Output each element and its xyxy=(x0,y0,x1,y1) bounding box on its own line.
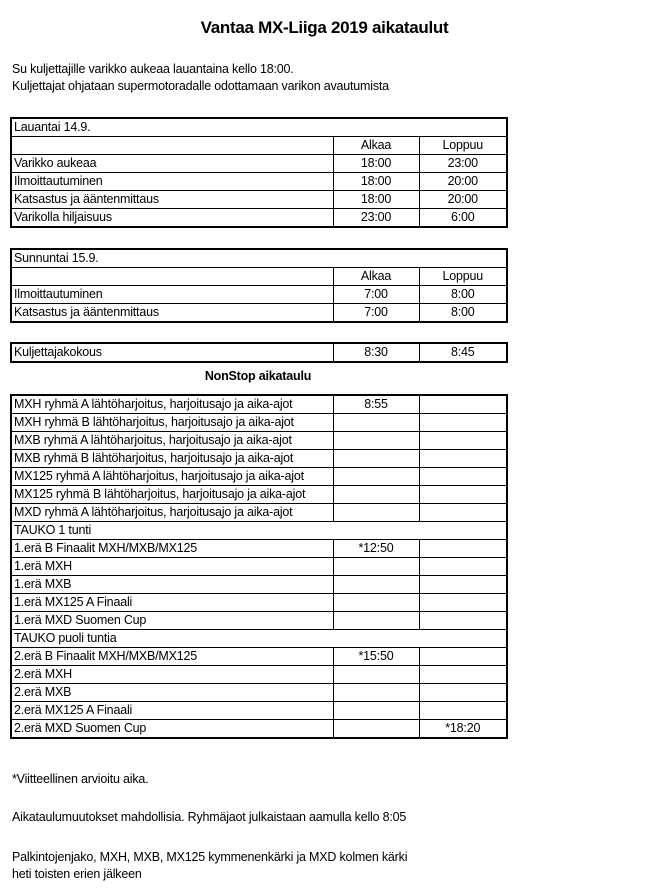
end-cell xyxy=(419,468,507,486)
end-cell: 20:00 xyxy=(419,173,507,191)
table-row xyxy=(11,558,507,576)
end-cell xyxy=(419,504,507,522)
table-row xyxy=(11,486,507,504)
header-blank xyxy=(11,268,333,286)
start-cell xyxy=(333,432,419,450)
start-cell: 7:00 xyxy=(333,304,419,323)
end-cell xyxy=(419,432,507,450)
end-cell: 8:45 xyxy=(419,343,507,362)
event-cell: Katsastus ja ääntenmittaus xyxy=(11,191,333,209)
end-cell: 6:00 xyxy=(419,209,507,228)
end-cell xyxy=(419,576,507,594)
end-cell xyxy=(419,666,507,684)
intro-line: Su kuljettajille varikko aukeaa lauantaina kello 18:00. xyxy=(12,62,294,76)
event-cell: MXB ryhmä B lähtöharjoitus, harjoitusajo ja aika-ajot xyxy=(11,450,333,468)
start-cell: 7:00 xyxy=(333,286,419,304)
event-cell: 2.erä MX125 A Finaali xyxy=(11,702,333,720)
start-cell xyxy=(333,486,419,504)
table-row xyxy=(11,209,507,228)
table-row xyxy=(11,666,507,684)
col-end-header: Loppuu xyxy=(419,137,507,155)
table-row xyxy=(11,304,507,323)
event-cell: MX125 ryhmä B lähtöharjoitus, harjoitusajo ja aika-ajot xyxy=(11,486,333,504)
table-row xyxy=(11,720,507,739)
event-cell: Ilmoittautuminen xyxy=(11,286,333,304)
table-row xyxy=(11,173,507,191)
start-cell xyxy=(333,720,419,739)
event-cell: MXH ryhmä A lähtöharjoitus, harjoitusajo ja aika-ajot xyxy=(11,395,333,414)
event-cell: MXB ryhmä A lähtöharjoitus, harjoitusajo ja aika-ajot xyxy=(11,432,333,450)
break-row xyxy=(11,630,507,648)
start-cell xyxy=(333,576,419,594)
start-cell: *12:50 xyxy=(333,540,419,558)
start-cell: 18:00 xyxy=(333,191,419,209)
start-cell: 23:00 xyxy=(333,209,419,228)
table-row xyxy=(11,191,507,209)
start-cell: 8:30 xyxy=(333,343,419,362)
start-cell xyxy=(333,450,419,468)
meeting-table xyxy=(10,342,508,363)
table-row xyxy=(11,684,507,702)
end-cell xyxy=(419,594,507,612)
end-cell xyxy=(419,395,507,414)
table-row xyxy=(11,612,507,630)
end-cell xyxy=(419,612,507,630)
end-cell xyxy=(419,540,507,558)
event-cell: MXH ryhmä B lähtöharjoitus, harjoitusajo ja aika-ajot xyxy=(11,414,333,432)
start-cell xyxy=(333,468,419,486)
start-cell xyxy=(333,666,419,684)
event-cell: 2.erä MXD Suomen Cup xyxy=(11,720,333,739)
event-cell: 1.erä MXB xyxy=(11,576,333,594)
event-cell: 2.erä MXH xyxy=(11,666,333,684)
event-cell: TAUKO 1 tunti xyxy=(11,522,507,540)
event-cell: Ilmoittautuminen xyxy=(11,173,333,191)
end-cell: 8:00 xyxy=(419,286,507,304)
start-cell xyxy=(333,594,419,612)
end-cell: 8:00 xyxy=(419,304,507,323)
end-cell xyxy=(419,648,507,666)
sunday-day-header: Sunnuntai 15.9. xyxy=(11,249,507,268)
saturday-day-header: Lauantai 14.9. xyxy=(11,118,507,137)
event-cell: Varikolla hiljaisuus xyxy=(11,209,333,228)
table-row xyxy=(11,414,507,432)
event-cell: 2.erä B Finaalit MXH/MXB/MX125 xyxy=(11,648,333,666)
event-cell: 1.erä MX125 A Finaali xyxy=(11,594,333,612)
sunday-schedule-table xyxy=(10,248,508,323)
start-cell xyxy=(333,684,419,702)
event-cell: Katsastus ja ääntenmittaus xyxy=(11,304,333,323)
table-row xyxy=(11,432,507,450)
intro-line: Kuljettajat ohjataan supermotoradalle odottamaan varikon avautumista xyxy=(12,79,389,93)
table-row xyxy=(11,702,507,720)
table-row xyxy=(11,648,507,666)
end-cell xyxy=(419,684,507,702)
event-cell: 1.erä MXD Suomen Cup xyxy=(11,612,333,630)
end-cell xyxy=(419,414,507,432)
start-cell: 18:00 xyxy=(333,173,419,191)
estimate-note: *Viitteellinen arvioitu aika. xyxy=(12,772,149,786)
break-row xyxy=(11,522,507,540)
event-cell: TAUKO puoli tuntia xyxy=(11,630,507,648)
nonstop-schedule-table xyxy=(10,394,508,739)
event-cell: MXD ryhmä A lähtöharjoitus, harjoitusajo ja aika-ajot xyxy=(11,504,333,522)
start-cell xyxy=(333,702,419,720)
start-cell: 8:55 xyxy=(333,395,419,414)
table-row xyxy=(11,504,507,522)
col-start-header: Alkaa xyxy=(333,137,419,155)
awards-note xyxy=(12,849,407,883)
table-row xyxy=(11,343,507,362)
page-title: Vantaa MX-Liiga 2019 aikataulut xyxy=(200,18,449,37)
end-cell xyxy=(419,558,507,576)
event-cell: MX125 ryhmä A lähtöharjoitus, harjoitusajo ja aika-ajot xyxy=(11,468,333,486)
start-cell xyxy=(333,612,419,630)
start-cell: 18:00 xyxy=(333,155,419,173)
event-cell: 2.erä MXB xyxy=(11,684,333,702)
table-row xyxy=(11,576,507,594)
end-cell xyxy=(419,450,507,468)
event-cell: 1.erä MXH xyxy=(11,558,333,576)
table-row xyxy=(11,286,507,304)
table-row xyxy=(11,395,507,414)
saturday-schedule-table xyxy=(10,117,508,228)
end-cell xyxy=(419,486,507,504)
start-cell xyxy=(333,414,419,432)
event-cell: Kuljettajakokous xyxy=(11,343,333,362)
event-cell: Varikko aukeaa xyxy=(11,155,333,173)
nonstop-heading: NonStop aikataulu xyxy=(204,369,312,383)
table-row xyxy=(11,450,507,468)
awards-line: Palkintojenjako, MXH, MXB, MX125 kymmenenkärki ja MXD kolmen kärki xyxy=(12,850,408,864)
changes-note: Aikataulumuutokset mahdollisia. Ryhmäjaot julkaistaan aamulla kello 8:05 xyxy=(12,810,407,824)
start-cell: *15:50 xyxy=(333,648,419,666)
end-cell: *18:20 xyxy=(419,720,507,739)
table-row xyxy=(11,594,507,612)
end-cell: 20:00 xyxy=(419,191,507,209)
col-end-header: Loppuu xyxy=(419,268,507,286)
awards-line: heti toisten erien jälkeen xyxy=(12,867,142,881)
start-cell xyxy=(333,558,419,576)
header-blank xyxy=(11,137,333,155)
table-row xyxy=(11,155,507,173)
table-row xyxy=(11,540,507,558)
intro-text xyxy=(12,61,389,95)
event-cell: 1.erä B Finaalit MXH/MXB/MX125 xyxy=(11,540,333,558)
end-cell xyxy=(419,702,507,720)
start-cell xyxy=(333,504,419,522)
table-row xyxy=(11,468,507,486)
col-start-header: Alkaa xyxy=(333,268,419,286)
end-cell: 23:00 xyxy=(419,155,507,173)
